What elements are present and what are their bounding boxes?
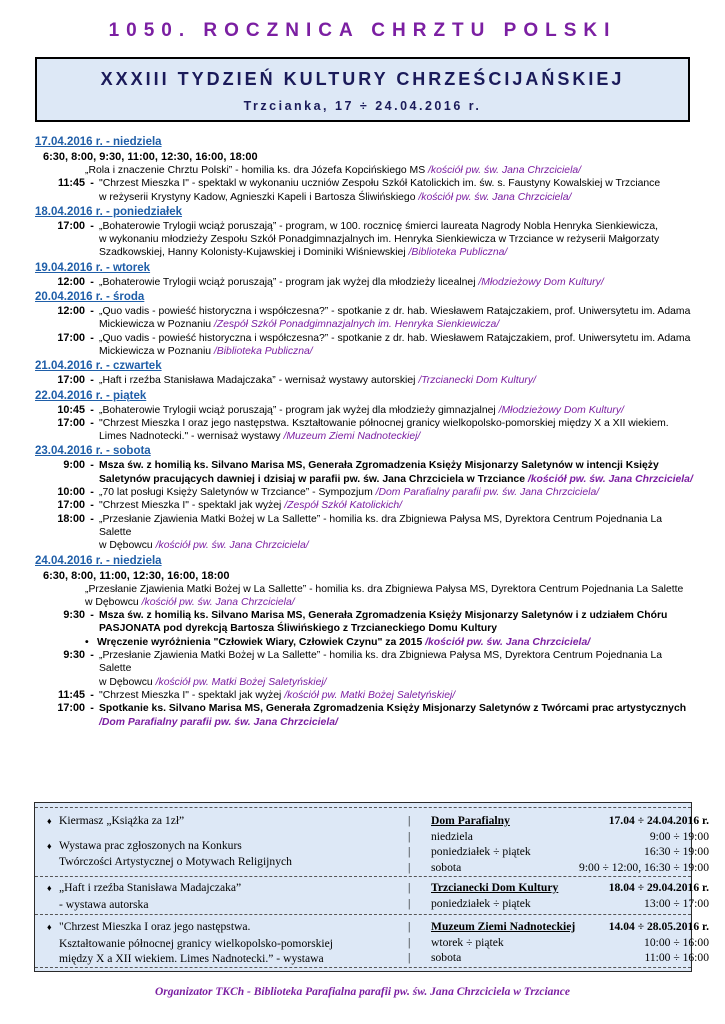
exhibitions-box xyxy=(34,802,709,972)
event-time: 18:00 xyxy=(57,512,85,525)
schedule-entry: 11:45 - "Chrzest Mieszka I" - spektakl jak wyżej /kościół pw. Matki Bożej Saletyńskiej/ xyxy=(35,689,695,702)
schedule xyxy=(35,134,695,729)
column-divider: | | | | xyxy=(408,814,411,874)
event-place: /kościół pw. św. Jana Chrzciciela/ xyxy=(141,596,295,608)
day-heading: 24.04.2016 r. - niedziela xyxy=(35,554,162,567)
venue-dates: 14.04 ÷ 28.05.2016 r. xyxy=(608,920,709,933)
event-place: /kościół pw. św. Jana Chrzciciela/ xyxy=(527,473,693,485)
event-place: /Młodzieżowy Dom Kultury/ xyxy=(498,404,624,416)
event-banner xyxy=(35,57,690,122)
event-time: 17:00 xyxy=(57,219,85,232)
divider xyxy=(35,967,691,968)
event-place: /kościół pw. św. Jana Chrzciciela/ xyxy=(428,165,582,176)
event-time: 10:45 xyxy=(57,403,85,416)
schedule-entry: 12:00 - „Quo vadis - powieść historyczna i współczesna?” - spotkanie z dr. hab. Wiesławem Ratajczakiem, prof. Uniwersytetu im. Adama Mickiewicza w Poznaniu /Zespół Szkół Ponadgimnazjalnych im. Henryka Sienkiewicza/ xyxy=(35,305,695,332)
divider xyxy=(35,914,691,915)
event-text: „Przesłanie Zjawienia Matki Bożej w La Sallette” - homilia ks. dra Zbigniewa Pałysa MS, Dyrektora Centrum Pojednania La Salette w Dębowcu /kościół pw. św. Jana Chrzciciela/ xyxy=(85,583,684,608)
page-title: 1050. ROCZNICA CHRZTU POLSKI xyxy=(108,20,617,41)
banner-subtitle: Trzcianka, 17 ÷ 24.04.2016 r. xyxy=(243,99,482,113)
diamond-icon: ♦ xyxy=(47,922,52,932)
event-time: 12:00 xyxy=(57,275,85,288)
venue-hours: Muzeum Ziemi Nadnoteckiej 14.04 ÷ 28.05.2016 r. wtorek ÷ piątek 10:00 ÷ 16:00 sobota 11:00 ÷ 16:00 xyxy=(431,920,709,964)
event-place: /Biblioteka Publiczna/ xyxy=(408,247,508,259)
schedule-entry: 17:00 - "Chrzest Mieszka I" - spektakl jak wyżej /Zespół Szkół Katolickich/ xyxy=(35,499,695,512)
venue-dates: 18.04 ÷ 29.04.2016 r. xyxy=(608,881,709,894)
venue-hours: Dom Parafialny 17.04 ÷ 24.04.2016 r. niedziela 9:00 ÷ 19:00 poniedziałek ÷ piątek 16:30 ÷ 19:00 sobota 9:00 ÷ 12:00, 16:30 ÷ 19:00 xyxy=(431,814,709,874)
event-place: /Zespół Szkół Katolickich/ xyxy=(284,500,403,512)
schedule-entry: 10:45 - „Bohaterowie Trylogii wciąż poruszają” - program jak wyżej dla młodzieży gimnazjalnej /Młodzieżowy Dom Kultury/ xyxy=(35,404,695,417)
event-text: „Rola i znaczenie Chrztu Polski” - homilia ks. dra Józefa Kopcińskiego MS /kościół pw. św. Jana Chrzciciela/ xyxy=(85,165,582,176)
day-heading: 17.04.2016 r. - niedziela xyxy=(35,136,162,148)
column-divider: | | | xyxy=(408,920,411,964)
divider xyxy=(35,807,691,808)
event-place: /kościół pw. Matki Bożej Saletyńskiej/ xyxy=(155,676,327,688)
schedule-entry: 9:30 - Msza św. z homilią ks. Silvano Marisa MS, Generała Zgromadzenia Księży Misjonarzy Saletynów i z udziałem Chóru PASJONATA pod dyrekcją Bartosza Śliwińskiego z Trzcianeckiego Domu Kultury xyxy=(35,609,695,636)
schedule-entry: 9:00 - Msza św. z homilią ks. Silvano Marisa MS, Generała Zgromadzenia Księży Misjonarzy Saletynów w intencji Księży Saletynów pracujących dawniej i dzisiaj w parafii pw. św. Jana Chrzciciela w Trzciance /kościół pw. św. Jana Chrzciciela/ xyxy=(35,459,695,486)
schedule-entry: 9:30 - „Przesłanie Zjawienia Matki Bożej w La Sallette” - homilia ks. dra Zbigniewa Pałysa MS, Dyrektora Centrum Pojednania La Salette w Dębowcu /kościół pw. Matki Bożej Saletyńskiej/ xyxy=(35,649,695,689)
event-time: 12:00 xyxy=(57,305,85,318)
event-time: 9:00 xyxy=(63,459,85,472)
schedule-entry: 17:00 - "Chrzest Mieszka I oraz jego następstwa. Kształtowanie północnej granicy wielkopolsko-pomorskiej między X a XII wiekiem. Limes Nadnotecki." - wernisaż wystawy /Muzeum Ziemi Nadnoteckiej/ xyxy=(35,417,695,444)
day-heading: 23.04.2016 r. - sobota xyxy=(35,445,151,458)
event-time: 17:00 xyxy=(57,374,85,387)
event-time: 9:30 xyxy=(63,609,85,622)
schedule-entry: 17:00 - „Quo vadis - powieść historyczna i współczesna?” - spotkanie z dr. hab. Wiesławem Ratajczakiem, prof. Uniwersytetu im. Adama Mickiewicza w Poznaniu /Biblioteka Publiczna/ xyxy=(35,332,695,359)
day-heading: 18.04.2016 r. - poniedziałek xyxy=(35,205,183,218)
exhibition-info: ♦ „Haft i rzeźba Stanisława Madajczaka” - wystawa autorska xyxy=(47,881,242,911)
day-heading: 21.04.2016 r. - czwartek xyxy=(35,360,162,373)
venue-dates: 17.04 ÷ 24.04.2016 r. xyxy=(608,814,709,827)
mass-times: 6:30, 8:00, 9:30, 11:00, 12:30, 16:00, 18:00 xyxy=(43,151,258,163)
organizer-footer: Organizator TKCh - Biblioteka Parafialna parafii pw. św. Jana Chrzciciela w Trzciance xyxy=(155,986,570,998)
diamond-icon: ♦ xyxy=(47,840,52,851)
event-place: /Zespół Szkół Ponadgimnazjalnych im. Henryka Sienkiewicza/ xyxy=(213,319,500,331)
event-place: /Trzcianecki Dom Kultury/ xyxy=(418,375,536,387)
event-time: 11:45 xyxy=(57,688,85,701)
venue-hours: Trzcianecki Dom Kultury 18.04 ÷ 29.04.2016 r. poniedziałek ÷ piątek 13:00 ÷ 17:00 xyxy=(431,881,709,910)
diamond-icon: ♦ xyxy=(47,883,52,893)
schedule-entry: 17:00 - „Bohaterowie Trylogii wciąż poruszają” - program, w 100. rocznicę śmierci laureata Nagrody Nobla Henryka Sienkiewicza, w wykonaniu młodzieży Zespołu Szkół Ponadgimnazjalnych im. Henryka Sienkiewicza w Trzciance w reżyserii Małgorzaty Szadkowskiej, Hanny Kolonisty-Kujawskiej i Dominiki Wiśniewskiej /Biblioteka Publiczna/ xyxy=(35,220,695,260)
schedule-entry: 10:00 - „70 lat posługi Księży Saletynów w Trzciance” - Sympozjum /Dom Parafialny parafii pw. św. Jana Chrzciciela/ xyxy=(35,486,695,499)
event-place: /kościół pw. św. Jana Chrzciciela/ xyxy=(418,191,572,203)
schedule-entry: 18:00 - „Przesłanie Zjawienia Matki Bożej w La Sallette” - homilia ks. dra Zbigniewa Pałysa MS, Dyrektora Centrum Pojednania La Salette w Dębowcu /kościół pw. św. Jana Chrzciciela/ xyxy=(35,513,695,553)
banner-title: XXXIII TYDZIEŃ KULTURY CHRZEŚCIJAŃSKIEJ xyxy=(100,69,625,89)
event-place: /kościół pw. św. Jana Chrzciciela/ xyxy=(425,636,591,648)
event-place: /kościół pw. Matki Bożej Saletyńskiej/ xyxy=(284,689,456,701)
event-place: /Biblioteka Publiczna/ xyxy=(213,345,313,357)
event-time: 10:00 xyxy=(57,486,85,499)
divider xyxy=(35,876,691,877)
event-time: 17:00 xyxy=(57,331,85,344)
venue-name: Trzcianecki Dom Kultury xyxy=(431,881,559,894)
event-place: /kościół pw. św. Jana Chrzciciela/ xyxy=(155,540,309,552)
event-time: 11:45 xyxy=(57,177,85,190)
schedule-entry: 12:00 - „Bohaterowie Trylogii wciąż poruszają” - program jak wyżej dla młodzieży licealnej /Młodzieżowy Dom Kultury/ xyxy=(35,276,695,289)
schedule-entry: 17:00 - Spotkanie ks. Silvano Marisa MS, Generała Zgromadzenia Księży Misjonarzy Saletynów z Twórcami prac artystycznych /Dom Parafialny parafii pw. św. Jana Chrzciciela/ xyxy=(35,702,695,729)
venue-name: Dom Parafialny xyxy=(431,814,510,827)
diamond-icon: ♦ xyxy=(47,816,52,826)
schedule-entry: 11:45 - "Chrzest Mieszka I" - spektakl w wykonaniu uczniów Zespołu Szkół Katolickich im. św. s. Faustyny Kowalskiej w Trzciance w reżyserii Krystyny Kadow, Agnieszki Kapeli i Bartosza Śliwińskiego /kościół pw. św. Jana Chrzciciela/ xyxy=(35,177,695,204)
event-time: 17:00 xyxy=(57,499,85,512)
column-divider: | | xyxy=(408,881,411,910)
venue-name: Muzeum Ziemi Nadnoteckiej xyxy=(431,920,576,933)
exhibition-info: ♦ Kiermasz „Książka za 1zł” ♦ Wystawa prac zgłoszonych na Konkurs Twórczości Artystycznej o Motywach Religijnych xyxy=(47,814,292,868)
event-place: /Dom Parafialny parafii pw. św. Jana Chrzciciela/ xyxy=(99,716,338,728)
event-place: /Muzeum Ziemi Nadnoteckiej/ xyxy=(283,431,421,443)
event-time: 17:00 xyxy=(57,702,85,715)
event-time: 9:30 xyxy=(63,649,85,662)
award-bullet: • Wręczenie wyróżnienia "Człowiek Wiary, Człowiek Czynu" za 2015 /kościół pw. św. Jana Chrzciciela/ xyxy=(85,636,591,648)
event-place: /Młodzieżowy Dom Kultury/ xyxy=(478,276,604,288)
schedule-entry: 17:00 - „Haft i rzeźba Stanisława Madajczaka” - wernisaż wystawy autorskiej /Trzcianecki Dom Kultury/ xyxy=(35,374,695,387)
mass-times: 6:30, 8:00, 11:00, 12:30, 16:00, 18:00 xyxy=(43,569,230,582)
day-heading: 22.04.2016 r. - piątek xyxy=(35,389,147,402)
bullet-icon: • xyxy=(85,636,89,648)
day-heading: 19.04.2016 r. - wtorek xyxy=(35,261,151,274)
event-time: 17:00 xyxy=(57,416,85,429)
event-place: /Dom Parafialny parafii pw. św. Jana Chrzciciela/ xyxy=(375,487,600,499)
exhibition-info: ♦ "Chrzest Mieszka I oraz jego następstwa. Kształtowanie północnej granicy wielkopolsko-pomorskiej między X a XII wiekiem. Limes Nadnotecki.” - wystawa xyxy=(47,920,333,965)
day-heading: 20.04.2016 r. - środa xyxy=(35,291,145,304)
